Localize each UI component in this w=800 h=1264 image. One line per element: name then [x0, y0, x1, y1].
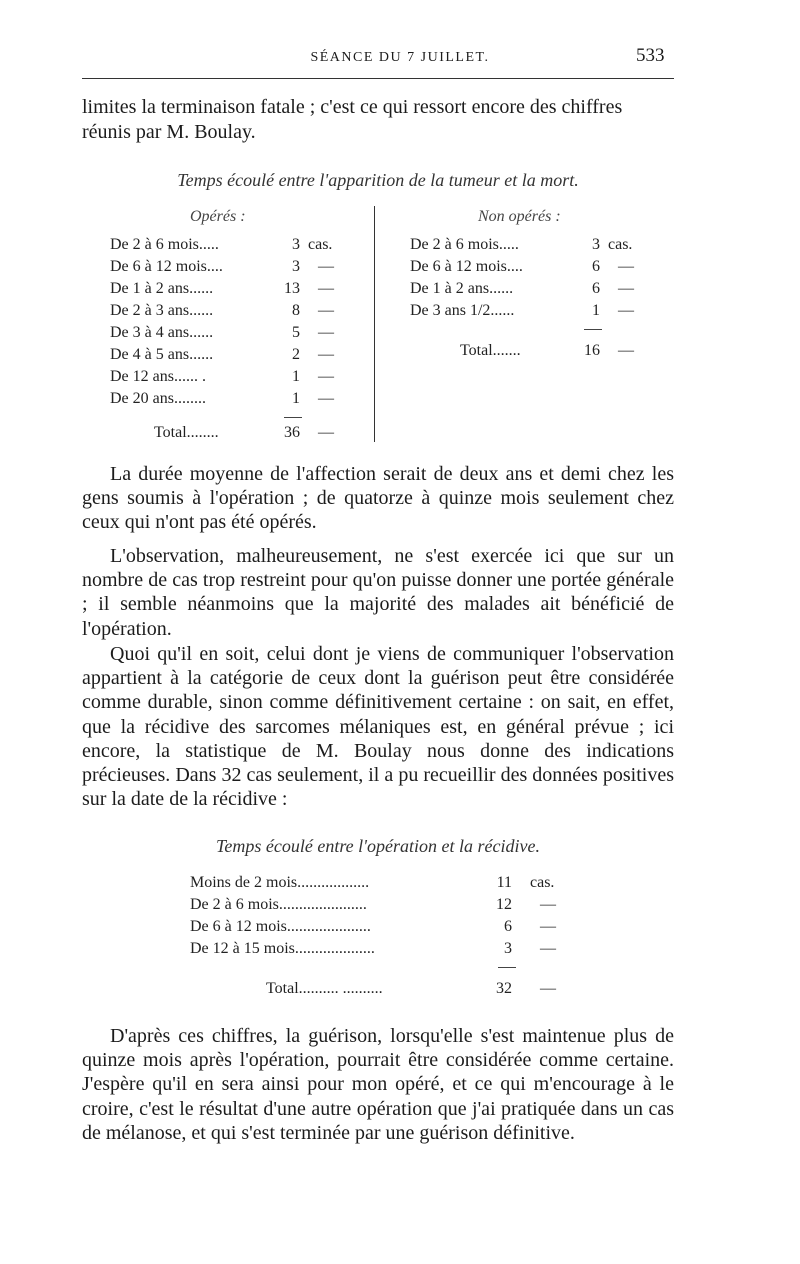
- total-row: [110, 422, 360, 444]
- row-label: De 1 à 2 ans......: [110, 280, 214, 297]
- table-row: [190, 872, 590, 894]
- row-value: 6: [592, 258, 600, 275]
- row-value: 3: [592, 236, 600, 253]
- paragraph-recurrence: Quoi qu'il en soit, celui dont je viens de communiquer l'observation appartient à la catégorie de ceux dont la guérison peut être considérée comme durable, sinon comme définitivement certaine : on sait, en effet, que la récidive des sarcomes mélaniques est, en général prévue ; ici encore, la statistique de M. Boulay nous donne des indications précieuses. Dans 32 cas seulement, il a pu recueillir des données positives sur la date de la récidive :: [82, 643, 674, 811]
- row-value: 2: [292, 346, 300, 363]
- row-unit: —: [318, 390, 334, 407]
- row-unit: —: [618, 280, 634, 297]
- running-header-title: SÉANCE DU 7 JUILLET.: [310, 50, 490, 65]
- row-label: De 2 à 3 ans......: [110, 302, 214, 319]
- total-unit: —: [618, 342, 634, 359]
- table-row: [110, 344, 360, 366]
- row-unit: —: [318, 324, 334, 341]
- table-row: [190, 938, 590, 960]
- row-label: De 3 ans 1/2......: [410, 302, 515, 319]
- row-value: 3: [292, 236, 300, 253]
- row-label: De 1 à 2 ans......: [410, 280, 514, 297]
- sum-rule: [284, 417, 302, 418]
- row-value: 8: [292, 302, 300, 319]
- header-rule: [82, 78, 674, 79]
- row-value: 12: [496, 896, 512, 913]
- row-value: 1: [292, 390, 300, 407]
- operated-table: [110, 234, 360, 444]
- row-unit: —: [618, 258, 634, 275]
- row-label: De 2 à 6 mois.....: [110, 236, 219, 253]
- table-row: [410, 278, 660, 300]
- row-value: 6: [592, 280, 600, 297]
- row-label: De 12 ans...... .: [110, 368, 206, 385]
- sum-rule: [584, 329, 602, 330]
- table-row: [410, 234, 660, 256]
- row-unit: —: [318, 346, 334, 363]
- row-label: Moins de 2 mois..................: [190, 874, 370, 891]
- row-unit: —: [618, 302, 634, 319]
- row-unit: —: [318, 258, 334, 275]
- row-label: De 12 à 15 mois....................: [190, 940, 375, 957]
- table-row: [110, 256, 360, 278]
- intro-line-2: réunis par M. Boulay.: [82, 121, 256, 143]
- row-label: De 2 à 6 mois.....: [410, 236, 519, 253]
- total-label: Total........: [154, 424, 219, 441]
- row-label: De 20 ans........: [110, 390, 206, 407]
- row-value: 1: [592, 302, 600, 319]
- table1-column-divider: [374, 206, 375, 442]
- row-value: 11: [496, 874, 512, 891]
- paragraph-observation: L'observation, malheureusement, ne s'est exercée ici que sur un nombre de cas trop restreint pour qu'on puisse donner une portée générale ; il semble néanmoins que la majorité des malades ait bénéficié de l'opération.: [82, 545, 674, 640]
- row-value: 3: [292, 258, 300, 275]
- table-row: [110, 234, 360, 256]
- row-unit: —: [318, 280, 334, 297]
- total-value: 16: [584, 342, 600, 359]
- row-label: De 4 à 5 ans......: [110, 346, 214, 363]
- total-label: Total.......: [460, 342, 521, 359]
- row-label: De 3 à 4 ans......: [110, 324, 214, 341]
- sum-rule: [498, 967, 516, 968]
- total-value: 36: [284, 424, 300, 441]
- table-row: [110, 278, 360, 300]
- row-label: De 6 à 12 mois.....................: [190, 918, 371, 935]
- row-unit: —: [318, 302, 334, 319]
- table-row: [110, 388, 360, 410]
- table-row: [110, 322, 360, 344]
- total-row: [410, 340, 660, 362]
- row-unit: —: [540, 918, 556, 935]
- page-number: 533: [636, 45, 665, 66]
- total-unit: —: [318, 424, 334, 441]
- table-row: [410, 300, 660, 322]
- total-row: [190, 978, 590, 1000]
- row-unit: cas.: [308, 236, 333, 253]
- table-row: [110, 300, 360, 322]
- intro-line-1: limites la terminaison fatale ; c'est ce qui ressort encore des chiffres: [82, 96, 623, 118]
- row-unit: —: [540, 896, 556, 913]
- row-value: 3: [504, 940, 512, 957]
- row-unit: —: [318, 368, 334, 385]
- not-operated-heading: Non opérés :: [478, 208, 561, 225]
- table-row: [190, 916, 590, 938]
- row-value: 5: [292, 324, 300, 341]
- total-value: 32: [496, 980, 512, 997]
- table-row: [190, 894, 590, 916]
- table2-caption: Temps écoulé entre l'opération et la récidive.: [216, 836, 540, 856]
- operated-heading: Opérés :: [190, 208, 246, 225]
- row-label: De 6 à 12 mois....: [410, 258, 523, 275]
- recurrence-table: [190, 872, 590, 1002]
- total-label: Total.......... ..........: [266, 980, 383, 997]
- table-row: [410, 256, 660, 278]
- row-value: 6: [504, 918, 512, 935]
- row-label: De 6 à 12 mois....: [110, 258, 223, 275]
- row-value: 13: [284, 280, 300, 297]
- row-unit: —: [540, 940, 556, 957]
- table1-caption: Temps écoulé entre l'apparition de la tumeur et la mort.: [177, 170, 579, 190]
- paragraph-duration: La durée moyenne de l'affection serait de deux ans et demi chez les gens soumis à l'opération ; de quatorze à quinze mois seulement chez ceux qui n'ont pas été opérés.: [82, 463, 674, 534]
- row-unit: cas.: [530, 874, 555, 891]
- table-row: [110, 366, 360, 388]
- not-operated-table: [410, 234, 660, 364]
- total-unit: —: [540, 980, 556, 997]
- row-value: 1: [292, 368, 300, 385]
- row-unit: cas.: [608, 236, 633, 253]
- row-label: De 2 à 6 mois......................: [190, 896, 367, 913]
- paragraph-conclusion: D'après ces chiffres, la guérison, lorsqu'elle s'est maintenue plus de quinze mois après l'opération, pourrait être considérée comme certaine. J'espère qu'il en sera ainsi pour mon opéré, et ce qui m'encourage à le croire, c'est le résultat d'une autre opération que j'ai pratiquée dans un cas de mélanose, et qui s'est terminée par une guérison définitive.: [82, 1025, 674, 1144]
